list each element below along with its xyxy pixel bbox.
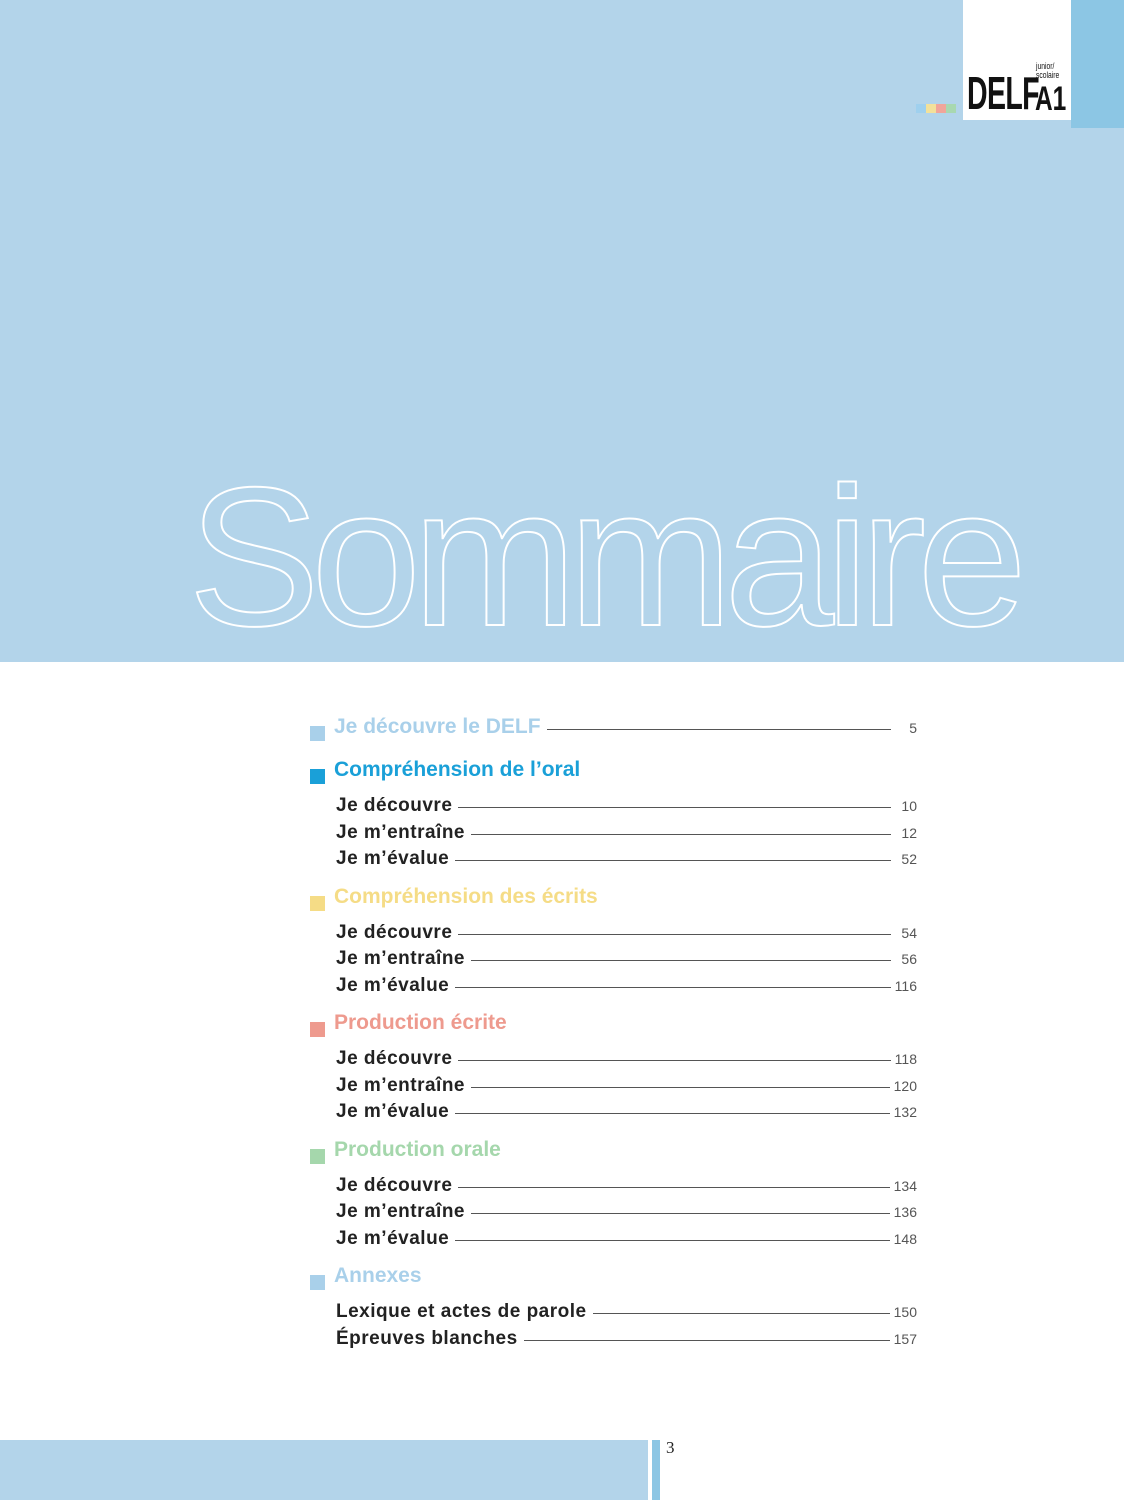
leader-line	[593, 1313, 890, 1314]
toc-entry-label: Je m’entraîne	[336, 948, 465, 969]
toc-section-heading[interactable]	[310, 1138, 917, 1175]
toc-entry-label: Je m’évalue	[336, 1227, 450, 1249]
toc-page-number: 132	[893, 1104, 917, 1120]
toc-entry-label: Je m’entraîne	[336, 1074, 465, 1096]
toc-entry[interactable]	[336, 1075, 917, 1102]
square-bullet-icon	[310, 1275, 325, 1290]
logo-level: A1	[1035, 80, 1067, 118]
toc-entry[interactable]	[336, 1175, 917, 1202]
square-bullet-icon	[310, 1022, 325, 1037]
section-spacer	[310, 1001, 917, 1011]
leader-line	[458, 1187, 889, 1188]
leader-line	[458, 807, 891, 808]
toc-entry-label: Je m’évalue	[336, 1101, 450, 1122]
page-number: 3	[666, 1438, 675, 1457]
toc-page-number: 148	[893, 1230, 917, 1247]
leader-line	[471, 960, 891, 961]
toc-entry-label: Lexique et actes de parole	[336, 1301, 587, 1322]
leader-line	[455, 1113, 889, 1114]
logo-subtitle-line1: junior/	[1036, 61, 1055, 71]
toc-entry-label: Je découvre	[336, 1174, 453, 1196]
toc-page-number: 54	[901, 924, 917, 941]
toc-section-title: Je découvre le DELF	[334, 715, 541, 738]
toc-entry-label: Je découvre	[336, 1048, 453, 1069]
toc-entry[interactable]	[336, 1101, 917, 1128]
color-swatch	[946, 104, 956, 113]
toc-entry[interactable]	[336, 1328, 917, 1355]
toc-entry[interactable]	[336, 1201, 917, 1228]
toc-entry[interactable]	[336, 795, 917, 822]
toc-entry[interactable]	[336, 848, 917, 875]
toc-section-heading[interactable]	[310, 885, 917, 922]
toc-section-heading[interactable]	[310, 715, 917, 752]
square-bullet-icon	[310, 769, 325, 784]
toc-entry[interactable]	[336, 975, 917, 1002]
toc-section-title: Annexes	[334, 1264, 422, 1287]
toc-page-number: 157	[893, 1330, 917, 1347]
toc-page-number: 134	[893, 1177, 917, 1194]
logo-subtitle	[1036, 62, 1059, 80]
section-spacer	[310, 1128, 917, 1138]
toc-entry-label: Je m’évalue	[336, 848, 450, 869]
color-swatch	[936, 104, 946, 113]
toc-entry-label: Je découvre	[336, 795, 453, 816]
toc-entry[interactable]	[336, 948, 917, 975]
leader-line	[471, 1213, 890, 1214]
toc-section-heading[interactable]	[310, 1011, 917, 1048]
leader-line	[547, 729, 891, 730]
toc-page-number: 12	[901, 824, 917, 841]
toc-section-heading[interactable]	[310, 758, 917, 795]
square-bullet-icon	[310, 726, 325, 741]
toc-entry-label: Je m’évalue	[336, 974, 450, 996]
color-swatch	[926, 104, 936, 113]
toc-section-title: Production écrite	[334, 1011, 507, 1034]
header-accent-strip	[1071, 0, 1124, 128]
toc-page-number: 116	[894, 977, 917, 994]
toc-section	[310, 1264, 917, 1354]
toc-page-number: 5	[909, 720, 917, 736]
toc-entry-label: Je découvre	[336, 921, 453, 943]
toc-section-title: Production orale	[334, 1137, 501, 1161]
leader-line	[458, 1060, 890, 1061]
toc-page-number: 10	[901, 798, 917, 814]
toc-entry[interactable]	[336, 1048, 917, 1075]
square-bullet-icon	[310, 896, 325, 911]
toc-section	[310, 758, 917, 875]
toc-entry-label: Je m’entraîne	[336, 1201, 465, 1222]
table-of-contents	[310, 715, 917, 1354]
leader-line	[471, 1087, 890, 1088]
toc-section-title: Compréhension des écrits	[334, 884, 598, 908]
logo-brand: DELF	[967, 67, 1039, 119]
toc-page-number: 136	[893, 1204, 917, 1220]
toc-section	[310, 885, 917, 1002]
toc-entry[interactable]	[336, 922, 917, 949]
leader-line	[471, 834, 891, 835]
toc-page-number: 56	[901, 951, 917, 967]
toc-entry[interactable]	[336, 1301, 917, 1328]
toc-page-number: 120	[893, 1077, 917, 1094]
toc-page-number: 150	[893, 1304, 917, 1320]
toc-section-heading[interactable]	[310, 1264, 917, 1301]
page-title: Sommaire	[188, 446, 1019, 667]
leader-line	[458, 934, 891, 935]
toc-page-number: 118	[894, 1051, 917, 1067]
toc-entry[interactable]	[336, 822, 917, 849]
toc-entry[interactable]	[336, 1228, 917, 1255]
leader-line	[455, 987, 890, 988]
color-swatch	[916, 104, 926, 113]
leader-line	[455, 1240, 889, 1241]
section-spacer	[310, 1254, 917, 1264]
delf-logo	[963, 0, 1071, 120]
color-swatches	[916, 104, 956, 113]
leader-line	[455, 860, 891, 861]
section-spacer	[310, 875, 917, 885]
footer-band	[0, 1440, 648, 1500]
toc-section	[310, 715, 917, 752]
logo-subtitle-line2: scolaire	[1036, 70, 1060, 80]
toc-entry-label: Épreuves blanches	[336, 1327, 518, 1349]
toc-section	[310, 1138, 917, 1255]
toc-section-title: Compréhension de l’oral	[334, 758, 581, 781]
footer-accent	[652, 1440, 660, 1500]
toc-entry-label: Je m’entraîne	[336, 821, 465, 843]
square-bullet-icon	[310, 1149, 325, 1164]
toc-page-number: 52	[901, 851, 917, 867]
toc-section	[310, 1011, 917, 1128]
leader-line	[524, 1340, 890, 1341]
